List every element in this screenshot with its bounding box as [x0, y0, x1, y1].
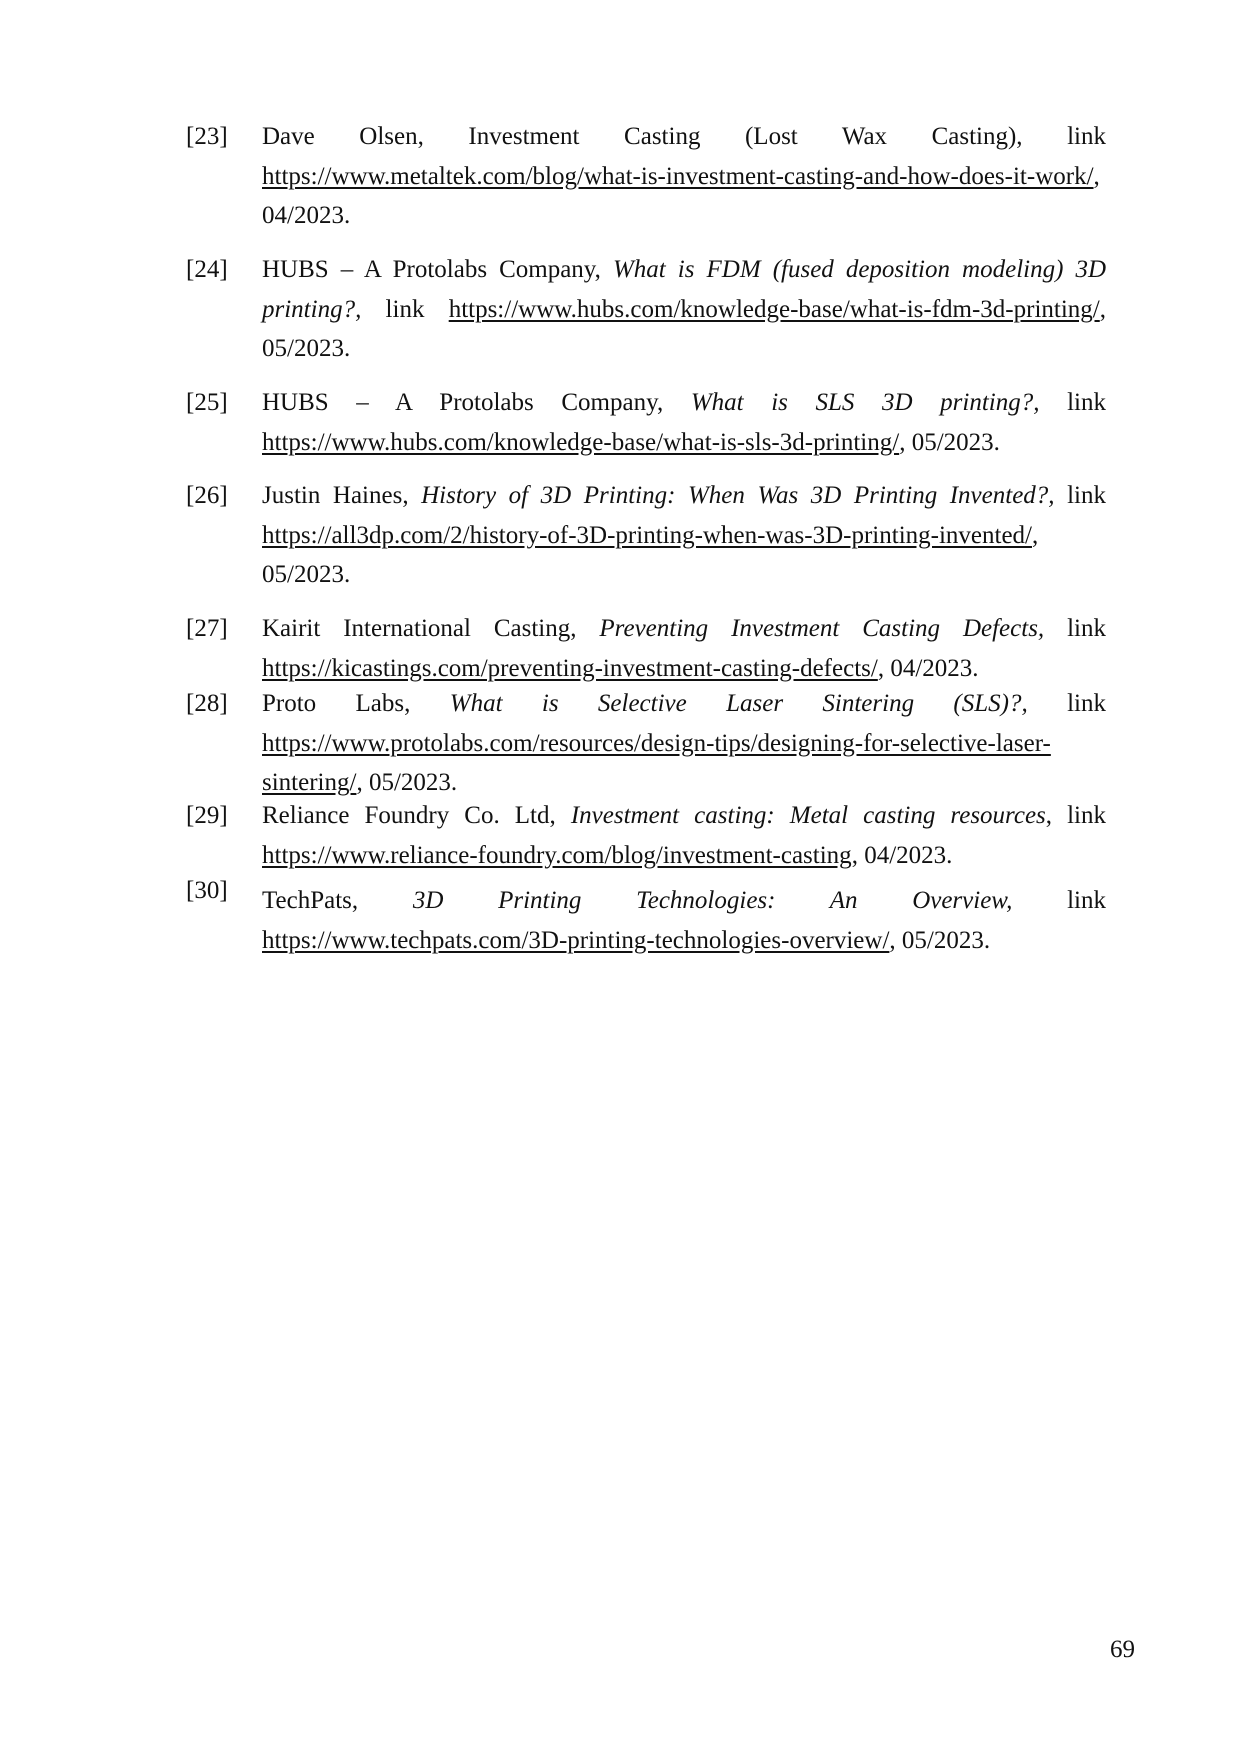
reference-number: [23]: [186, 123, 228, 150]
reference-link-word: link: [1039, 389, 1106, 416]
reference-date: , 04/2023.: [851, 841, 953, 869]
reference-link-word: link: [1012, 887, 1106, 914]
reference-author: HUBS – A Protolabs Company,: [262, 389, 691, 416]
reference-text: [262, 476, 1106, 595]
reference-link-word: link: [1022, 123, 1106, 150]
reference-title: History of 3D Printing: When Was 3D Printing Invented?,: [421, 482, 1055, 509]
reference-url-link[interactable]: https://www.protolabs.com/resources/design-tips/designing-for-selective-laser-sintering/: [262, 729, 1051, 796]
reference-date: , 05/2023.: [262, 295, 1106, 362]
reference-url-link[interactable]: https://kicastings.com/preventing-investment-casting-defects/: [262, 654, 878, 682]
reference-text: [262, 250, 1106, 369]
reference-date: , 04/2023.: [262, 162, 1100, 229]
reference-number: [30]: [186, 877, 228, 904]
reference-text: [262, 881, 1106, 960]
reference-author: Dave Olsen,: [262, 123, 469, 150]
reference-url-link[interactable]: https://www.hubs.com/knowledge-base/what-is-sls-3d-printing/: [262, 428, 900, 456]
reference-text: [262, 684, 1106, 803]
reference-date: , 05/2023.: [899, 428, 1000, 456]
reference-title: What is FDM (fused deposition modeling) 3D printing?,: [262, 256, 1106, 323]
reference-url-link[interactable]: https://all3dp.com/2/history-of-3D-printing-when-was-3D-printing-invented/: [262, 521, 1032, 549]
reference-author: Kairit International Casting,: [262, 615, 600, 642]
reference-title: What is Selective Laser Sintering (SLS)?,: [449, 690, 1028, 717]
reference-item: [186, 796, 1106, 875]
reference-item: [186, 250, 1106, 369]
reference-link-word: link: [1044, 615, 1106, 642]
reference-item: [186, 117, 1106, 236]
reference-item: [186, 684, 1106, 803]
reference-title: 3D Printing Technologies: An Overview,: [412, 887, 1013, 914]
reference-link-word: link: [1027, 690, 1106, 717]
reference-author: Reliance Foundry Co. Ltd,: [262, 802, 571, 829]
reference-date: , 05/2023.: [356, 769, 458, 796]
reference-url-link[interactable]: https://www.reliance-foundry.com/blog/investment-casting: [262, 841, 852, 869]
reference-number: [28]: [186, 690, 228, 717]
reference-number: [25]: [186, 389, 228, 416]
reference-text: [262, 796, 1106, 875]
reference-text: [262, 383, 1106, 462]
reference-item: [186, 383, 1106, 462]
reference-item: [186, 609, 1106, 688]
reference-link-word: , link: [1045, 802, 1106, 829]
reference-title: Preventing Investment Casting Defects,: [599, 615, 1045, 642]
reference-link-word: link: [1054, 482, 1106, 509]
reference-text: [262, 117, 1106, 236]
reference-author: Proto Labs,: [262, 690, 450, 717]
reference-date: , 04/2023.: [877, 654, 979, 682]
reference-url-link[interactable]: https://www.metaltek.com/blog/what-is-investment-casting-and-how-does-it-work/: [262, 162, 1094, 190]
reference-date: , 05/2023.: [889, 926, 991, 954]
reference-item: [186, 476, 1106, 595]
reference-title: What is SLS 3D printing?,: [690, 389, 1040, 416]
reference-text: [262, 609, 1106, 688]
reference-title: Investment Casting (Lost Wax Casting),: [468, 123, 1023, 150]
reference-author: HUBS – A Protolabs Company,: [262, 256, 613, 283]
reference-item: [186, 877, 1106, 960]
reference-date: , 05/2023.: [262, 521, 1039, 588]
reference-number: [27]: [186, 615, 228, 642]
reference-title: Investment casting: Metal casting resources: [570, 802, 1046, 829]
page-number: 69: [1110, 1636, 1135, 1663]
reference-author: Justin Haines,: [262, 482, 422, 509]
reference-url-link[interactable]: https://www.techpats.com/3D-printing-technologies-overview/: [262, 926, 890, 954]
reference-number: [29]: [186, 802, 228, 829]
reference-number: [24]: [186, 256, 228, 283]
reference-number: [26]: [186, 482, 228, 509]
reference-author: TechPats,: [262, 887, 413, 914]
reference-url-link[interactable]: https://www.hubs.com/knowledge-base/what-is-fdm-3d-printing/: [448, 295, 1100, 323]
reference-link-word: link: [361, 295, 449, 323]
